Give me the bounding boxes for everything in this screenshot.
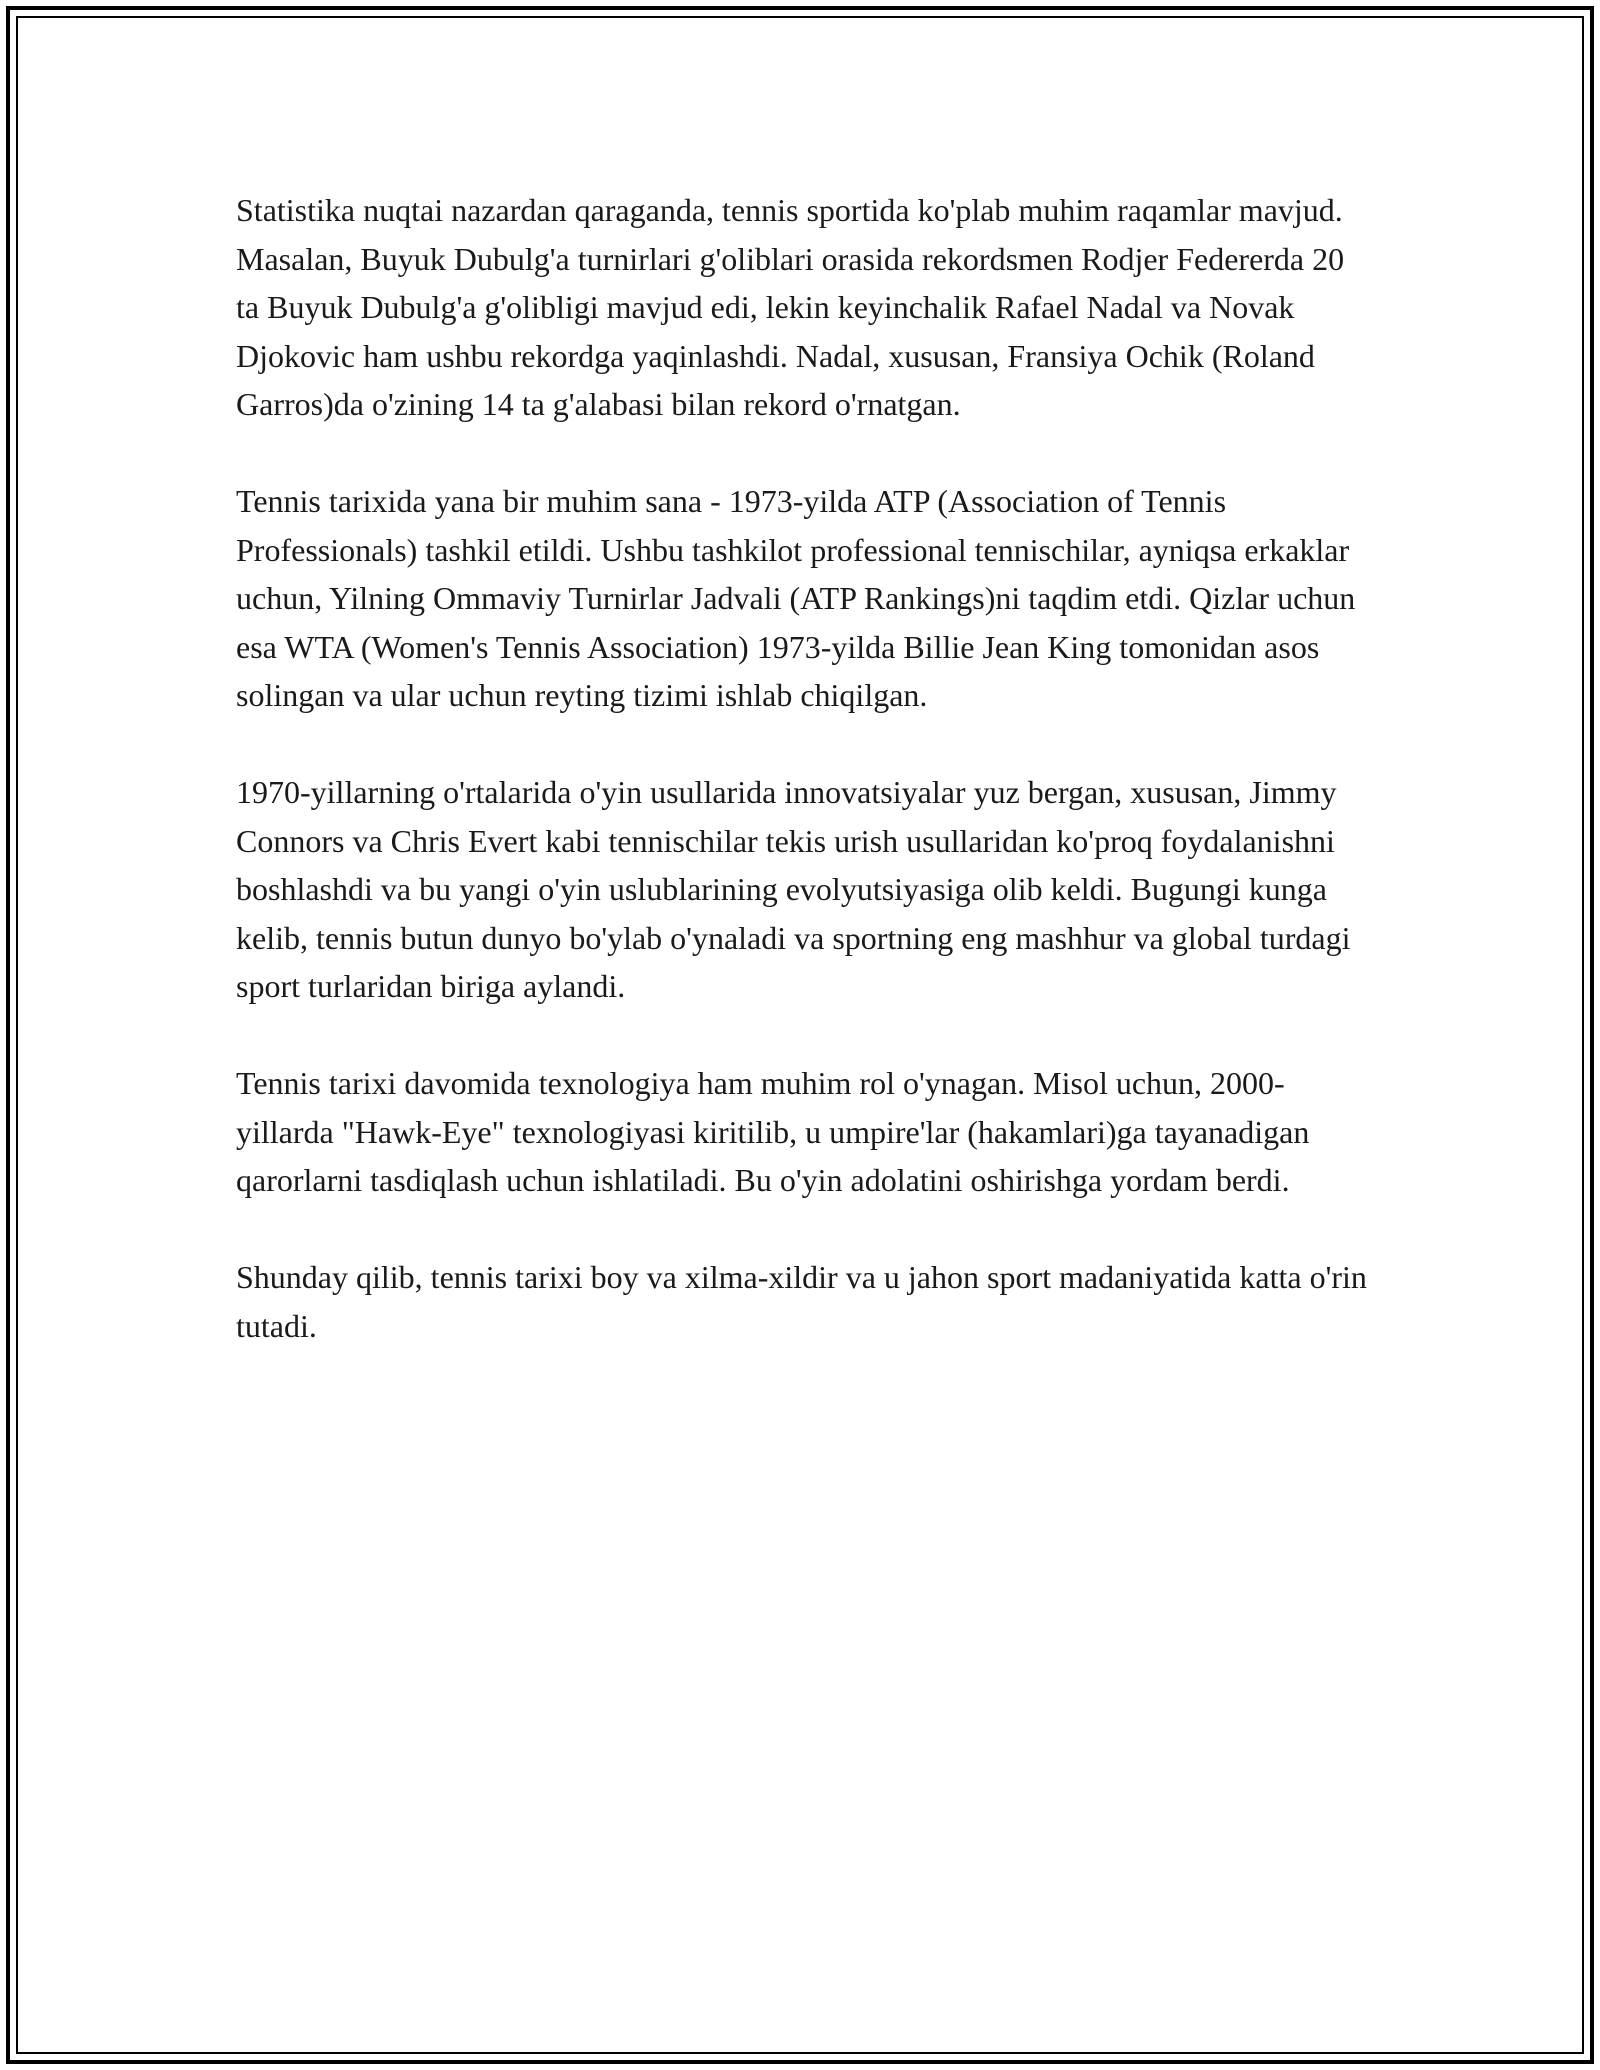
paragraph-statistics: Statistika nuqtai nazardan qaraganda, tennis sportida ko'plab muhim raqamlar mavjud. Masalan, Buyuk Dubulg'a turnirlari g'oliblari orasida rekordsmen Rodjer Federerda 20 ta Buyuk Dubulg'a g'olibligi mavjud edi, lekin keyinchalik Rafael Nadal va Novak Djokovic ham ushbu rekordga yaqinlashdi. Nadal, xususan, Fransiya Ochik (Roland Garros)da o'zining 14 ta g'alabasi bilan rekord o'rnatgan. — [236, 192, 1345, 422]
paragraph-technology: Tennis tarixi davomida texnologiya ham muhim rol o'ynagan. Misol uchun, 2000-yillarda "Hawk-Eye" texnologiyasi kiritilib, u umpire'lar (hakamlari)ga tayanadigan qarorlarni tasdiqlash uchun ishlatiladi. Bu o'yin adolatini oshirishga yordam berdi. — [236, 1065, 1310, 1198]
document-body — [236, 186, 1370, 1399]
paragraph-conclusion: Shunday qilib, tennis tarixi boy va xilma-xildir va u jahon sport madaniyatida katta o'rin tutadi. — [236, 1259, 1367, 1344]
paragraph-1970s-innovations: 1970-yillarning o'rtalarida o'yin usullarida innovatsiyalar yuz bergan, xususan, Jimmy Connors va Chris Evert kabi tennischilar tekis urish usullaridan ko'proq foydalanishni boshlashdi va bu yangi o'yin uslublarining evolyutsiyasiga olib keldi. Bugungi kunga kelib, tennis butun dunyo bo'ylab o'ynaladi va sportning eng mashhur va global turdagi sport turlaridan biriga aylandi. — [236, 774, 1351, 1004]
paragraph-atp-wta: Tennis tarixida yana bir muhim sana - 1973-yilda ATP (Association of Tennis Professionals) tashkil etildi. Ushbu tashkilot professional tennischilar, ayniqsa erkaklar uchun, Yilning Ommaviy Turnirlar Jadvali (ATP Rankings)ni taqdim etdi. Qizlar uchun esa WTA (Women's Tennis Association) 1973-yilda Billie Jean King tomonidan asos solingan va ular uchun reyting tizimi ishlab chiqilgan. — [236, 483, 1356, 713]
